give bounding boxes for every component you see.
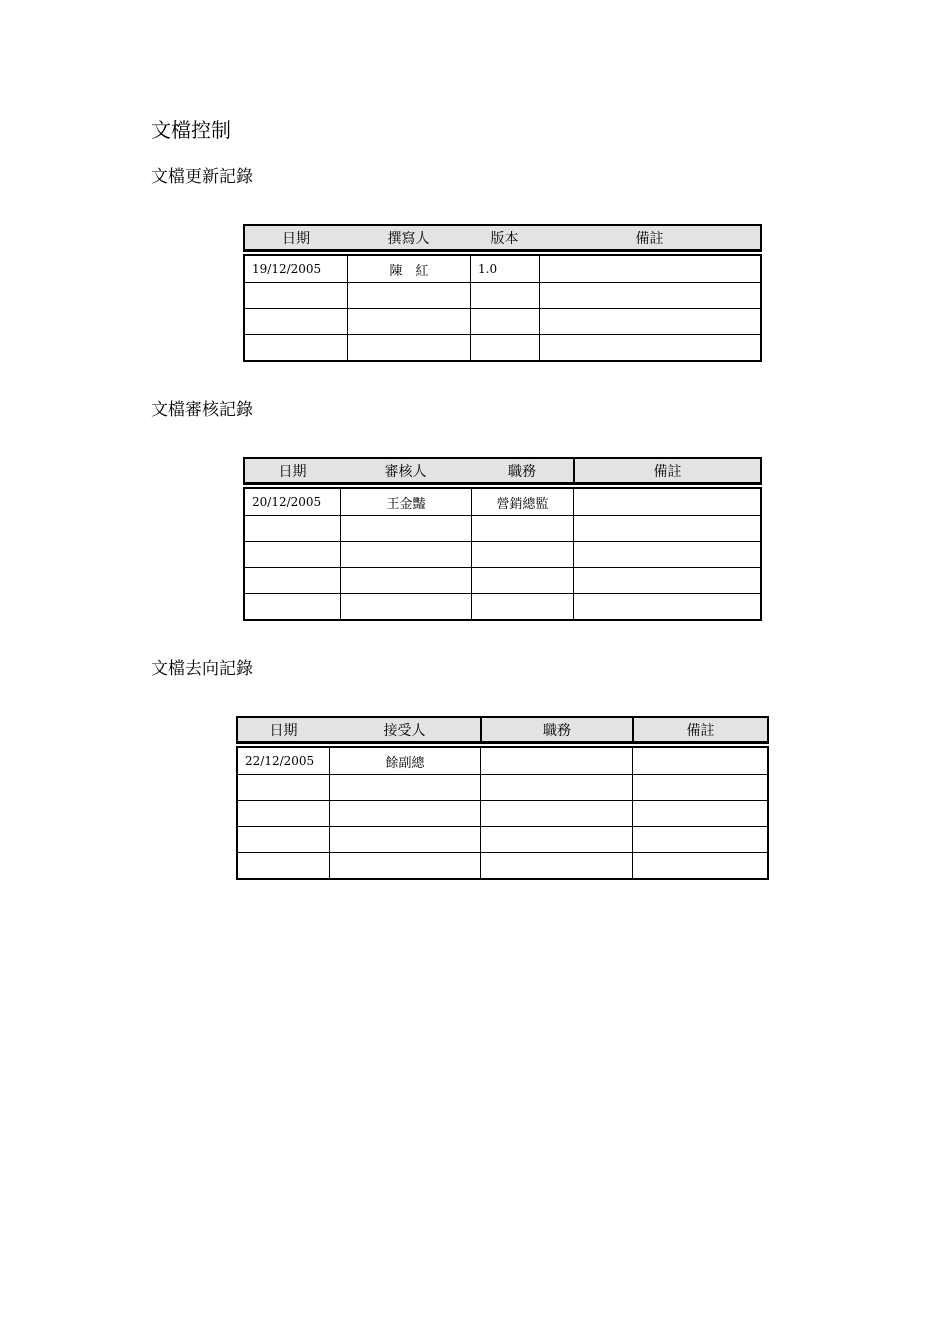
cell-date: 20/12/2005 bbox=[252, 495, 322, 509]
cell-remarks bbox=[573, 489, 760, 515]
cell-position: 營銷總監 bbox=[471, 489, 573, 515]
cell-date bbox=[245, 568, 340, 593]
cell-date bbox=[238, 801, 329, 826]
header-remarks: 備註 bbox=[632, 718, 767, 741]
header-date: 日期 bbox=[269, 722, 298, 739]
cell-date bbox=[245, 594, 340, 619]
cell-reviewer bbox=[340, 516, 471, 541]
cell-position bbox=[471, 594, 573, 619]
cell-remarks bbox=[573, 516, 760, 541]
cell-author bbox=[347, 283, 470, 308]
cell-position bbox=[480, 748, 632, 774]
cell-position bbox=[480, 801, 632, 826]
cell-recipient: 餘副總 bbox=[329, 748, 480, 774]
cell-remarks bbox=[539, 256, 760, 282]
review-record-table bbox=[243, 457, 762, 621]
cell-remarks bbox=[539, 335, 760, 360]
cell-reviewer bbox=[340, 542, 471, 567]
cell-remarks bbox=[632, 853, 767, 878]
table-body bbox=[236, 746, 769, 880]
cell-recipient bbox=[329, 801, 480, 826]
cell-position bbox=[480, 827, 632, 852]
cell-date bbox=[238, 775, 329, 800]
table-body bbox=[243, 487, 762, 621]
table-row bbox=[238, 852, 767, 878]
table-row bbox=[245, 334, 760, 360]
cell-remarks bbox=[632, 775, 767, 800]
header-recipient: 接受人 bbox=[383, 722, 426, 739]
cell-recipient bbox=[329, 775, 480, 800]
document-title: 文檔控制 bbox=[151, 118, 231, 142]
cell-remarks bbox=[539, 283, 760, 308]
header-version: 版本 bbox=[490, 230, 519, 247]
header-remarks: 備註 bbox=[635, 230, 664, 247]
cell-reviewer bbox=[340, 568, 471, 593]
cell-recipient bbox=[329, 853, 480, 878]
table-row bbox=[238, 800, 767, 826]
cell-date bbox=[245, 283, 347, 308]
table-header bbox=[243, 224, 762, 252]
cell-position bbox=[480, 775, 632, 800]
table-row bbox=[245, 282, 760, 308]
header-author: 撰寫人 bbox=[387, 230, 430, 247]
cell-date: 22/12/2005 bbox=[245, 754, 315, 768]
cell-position bbox=[480, 853, 632, 878]
table-body bbox=[243, 254, 762, 362]
table-row bbox=[245, 567, 760, 593]
cell-reviewer bbox=[340, 594, 471, 619]
distribution-record-table bbox=[236, 716, 769, 880]
cell-date bbox=[238, 853, 329, 878]
cell-position bbox=[471, 568, 573, 593]
cell-version bbox=[470, 335, 539, 360]
header-date: 日期 bbox=[282, 230, 310, 247]
table-row bbox=[245, 515, 760, 541]
cell-date bbox=[238, 827, 329, 852]
cell-version bbox=[470, 283, 539, 308]
table-row bbox=[245, 593, 760, 619]
cell-author bbox=[347, 309, 470, 334]
cell-date bbox=[245, 542, 340, 567]
cell-remarks bbox=[539, 309, 760, 334]
update-record-table bbox=[243, 224, 762, 362]
table-row bbox=[238, 748, 767, 774]
header-remarks: 備註 bbox=[573, 459, 760, 482]
header-position: 職務 bbox=[480, 718, 632, 741]
cell-date: 19/12/2005 bbox=[252, 262, 322, 276]
table-row bbox=[245, 308, 760, 334]
header-date: 日期 bbox=[278, 463, 307, 480]
table-row bbox=[238, 774, 767, 800]
cell-remarks bbox=[632, 827, 767, 852]
table-row bbox=[245, 541, 760, 567]
cell-reviewer: 王金豔 bbox=[340, 489, 471, 515]
section-heading-review: 文檔審核記錄 bbox=[151, 400, 253, 420]
section-heading-distribution: 文檔去向記錄 bbox=[151, 659, 253, 679]
cell-recipient bbox=[329, 827, 480, 852]
table-row bbox=[245, 489, 760, 515]
header-position: 職務 bbox=[508, 463, 536, 480]
cell-date bbox=[245, 516, 340, 541]
cell-remarks bbox=[632, 748, 767, 774]
cell-date bbox=[245, 309, 347, 334]
cell-version bbox=[470, 309, 539, 334]
cell-remarks bbox=[632, 801, 767, 826]
cell-author bbox=[347, 335, 470, 360]
cell-remarks bbox=[573, 594, 760, 619]
table-header bbox=[243, 457, 762, 485]
table-header bbox=[236, 716, 769, 744]
table-row bbox=[238, 826, 767, 852]
cell-author: 陳 紅 bbox=[347, 256, 470, 282]
header-reviewer: 審核人 bbox=[384, 463, 427, 480]
cell-version: 1.0 bbox=[470, 256, 539, 282]
section-heading-update: 文檔更新記錄 bbox=[151, 167, 253, 187]
cell-date bbox=[245, 335, 347, 360]
cell-position bbox=[471, 516, 573, 541]
cell-position bbox=[471, 542, 573, 567]
table-row bbox=[245, 256, 760, 282]
cell-remarks bbox=[573, 542, 760, 567]
cell-remarks bbox=[573, 568, 760, 593]
